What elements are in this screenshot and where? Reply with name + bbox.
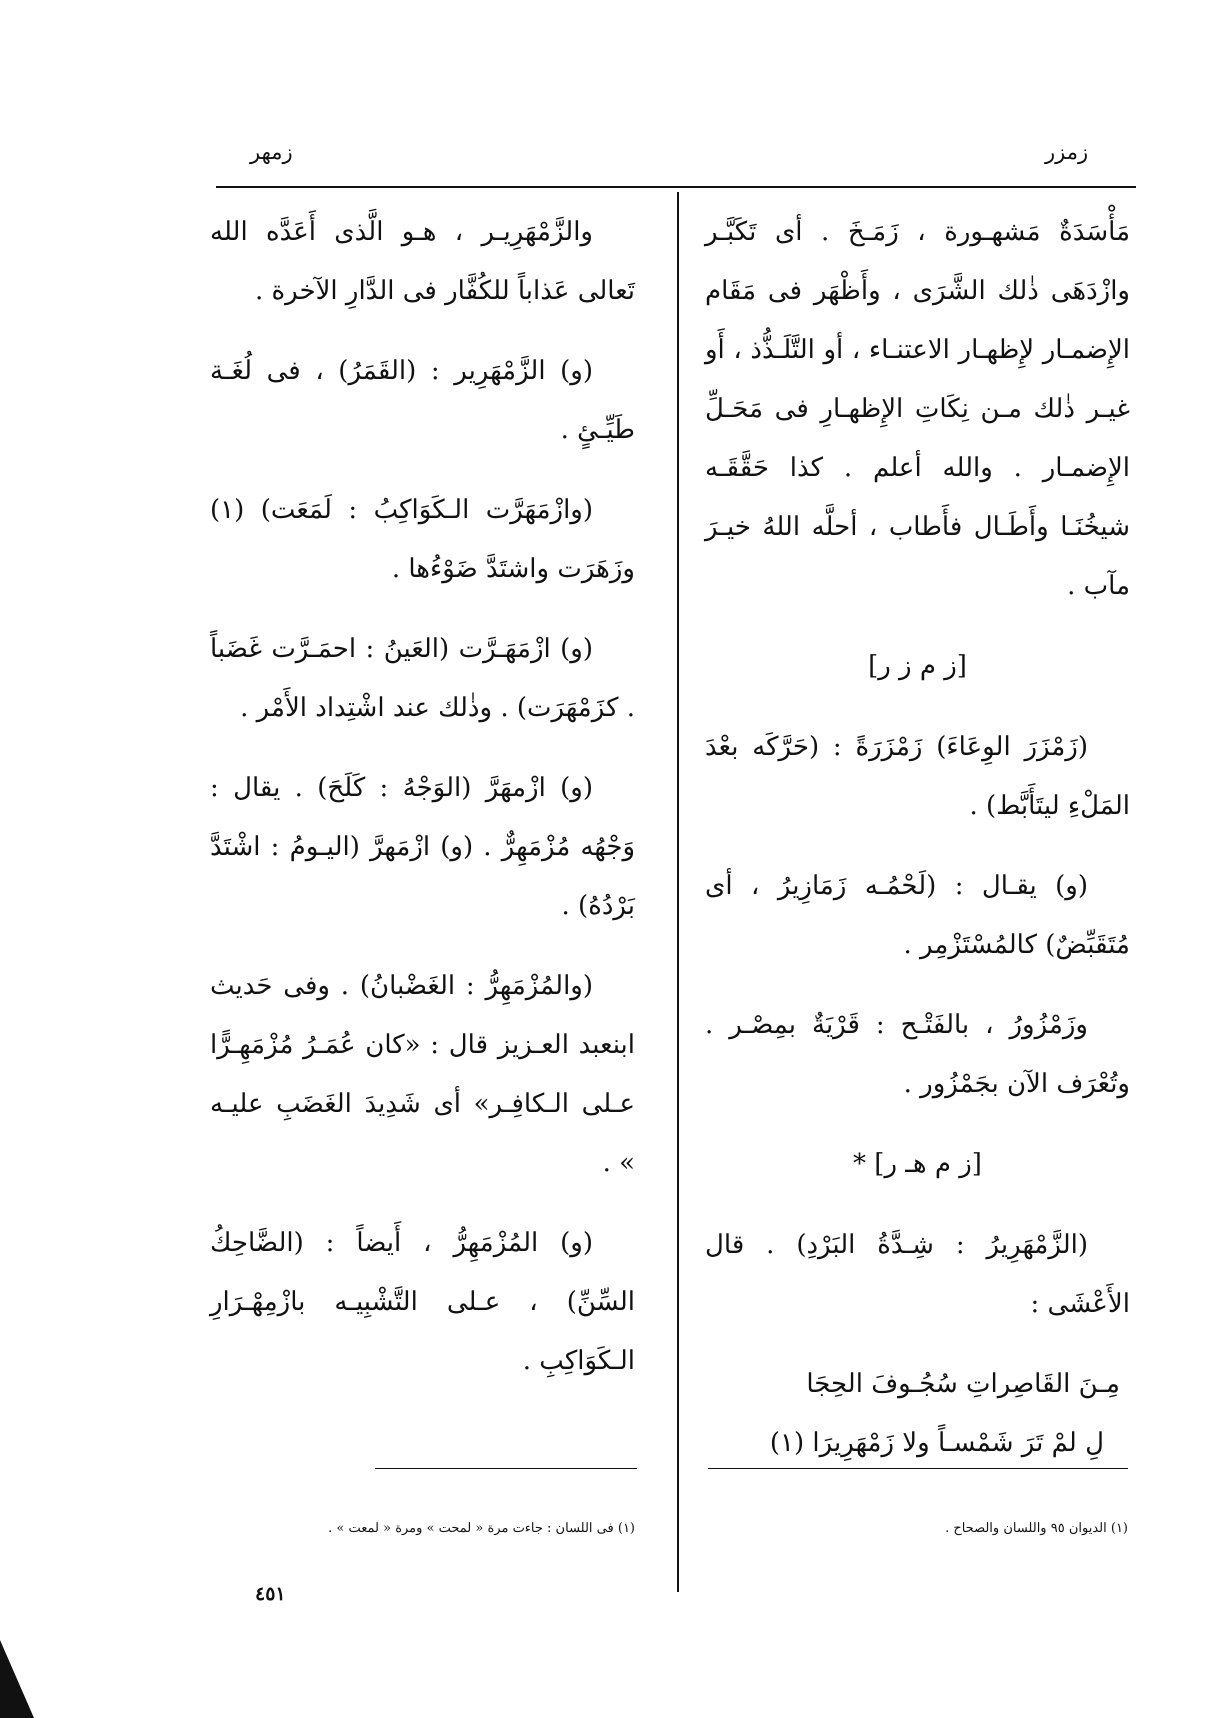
left-column	[210, 203, 635, 1412]
entry-paragraph: والزَّمْهَرِيـر ، هـو الَّذى أَعَدَّه الله تَعالى عَذاباً للكُفَّار فى الدَّارِ الآخرة .	[210, 217, 635, 306]
footnote-rule-left	[375, 1468, 637, 1469]
entry-paragraph: (والمُزْمَهِرُّ : الغَضْبانُ) . وفى حَديث ابنعبد العـزيز قال : «كان عُمَـرُ مُزْمَهِـرًّا عـلى الـكافِـر» أى شَدِيدَ الغَضَبِ عليـه » .	[210, 971, 635, 1178]
entry-paragraph: (وازْمَهَرَّت الـكَوَاكِبُ : لَمَعَت) (١) وزَهَرَت واشتَدَّ ضَوْءُها .	[210, 495, 635, 584]
verse-line: لِ لمْ تَرَ شَمْسـاً ولا زَمْهَرِيرَا (١)	[769, 1428, 1104, 1458]
entry-paragraph: مَأْسَدَةٌ مَشهـورة ، زَمَـخَ . أى تَكَبَّـر وازْدَهَى ذٰلك الشَّرَى ، وأَظْهَر فى مَقَام الإِضمـار لإِظهـار الاعتنـاء ، أو التَّلَـذُّذ ، أَو غيـر ذٰلك مـن نِكَاتِ الإِظهـارِ فى مَحَـلِّ الإِضمـار . والله أعلم . كذا حَقَّقَـه شيخُنَـا وأَطَـال فأَطاب ، أحلَّه اللهُ خيـرَ مآب .	[705, 217, 1130, 601]
scan-margin-mark	[0, 1640, 34, 1718]
footnote-rule-right	[708, 1468, 1128, 1469]
right-column	[705, 203, 1130, 1473]
verse-line: مِـنَ القَاصِراتِ سُجُـوفَ الحِجَا	[806, 1369, 1120, 1399]
header-rule	[216, 186, 1136, 188]
entry-paragraph: (و) المُزْمَهِرُّ ، أَيضاً : (الضَّاحِكُ السِّنِّ) ، عـلى التَّشْبِيـه بازْمِهْـرَارِ الـكَوَاكِبِ .	[210, 1228, 635, 1376]
footnote-right: (١) الديوان ٩٥ واللسان والصحاح .	[945, 1521, 1128, 1536]
entry-paragraph: (الزَّمْهَرِيرُ : شِـدَّةُ البَرْدِ) . قال الأَعْشَى :	[705, 1230, 1130, 1319]
entry-heading: [ز م ز ر]	[868, 651, 967, 681]
entry-paragraph: (و) الزَّمْهَرِير : (القَمَرُ) ، فى لُغَـة طَيِّـئٍ .	[210, 356, 635, 445]
header-right-word: زمزر	[1045, 140, 1089, 164]
entry-paragraph: (و) ازْمهَرَّ (الوَجْهُ : كَلَحَ) . يقال : وَجْهُه مُزْمَهِرٌّ . (و) ازْمَهرَّ (اليـومُ : اشْتَدَّ بَرْدُهُ) .	[210, 773, 635, 921]
entry-paragraph: (و) يقـال : (لَحْمُـه زَمَازِيرُ ، أى مُتَقَبِّضٌ) كالمُسْتَزْمِر .	[705, 871, 1130, 960]
entry-paragraph: وزَمْزُورُ ، بالفَتْـح : قَرْيَةٌ بمِصْـر . وتُعْرَف الآن بجَمْزُور .	[705, 1010, 1130, 1099]
column-divider	[677, 192, 679, 1592]
entry-heading: [ز م هـ ر] *	[853, 1149, 982, 1179]
footnote-left: (١) فى اللسان : جاءت مرة « لمحت » ومرة « لمعت » .	[328, 1521, 635, 1536]
entry-paragraph: (زَمْزَرَ الوِعَاءَ) زَمْزَرَةً : (حَرَّكَه بعْدَ المَلْءِ ليتَأَبَّط) .	[705, 732, 1130, 821]
header-left-word: زمهر	[250, 140, 293, 164]
page-number: ٤٥١	[255, 1583, 286, 1605]
entry-paragraph: (و) ازْمَهَـرَّت (العَينُ : احمَـرَّت غَضَباً . كزَمْهَرَت) . وذٰلك عند اشْتِداد الأَمْر .	[210, 634, 635, 723]
